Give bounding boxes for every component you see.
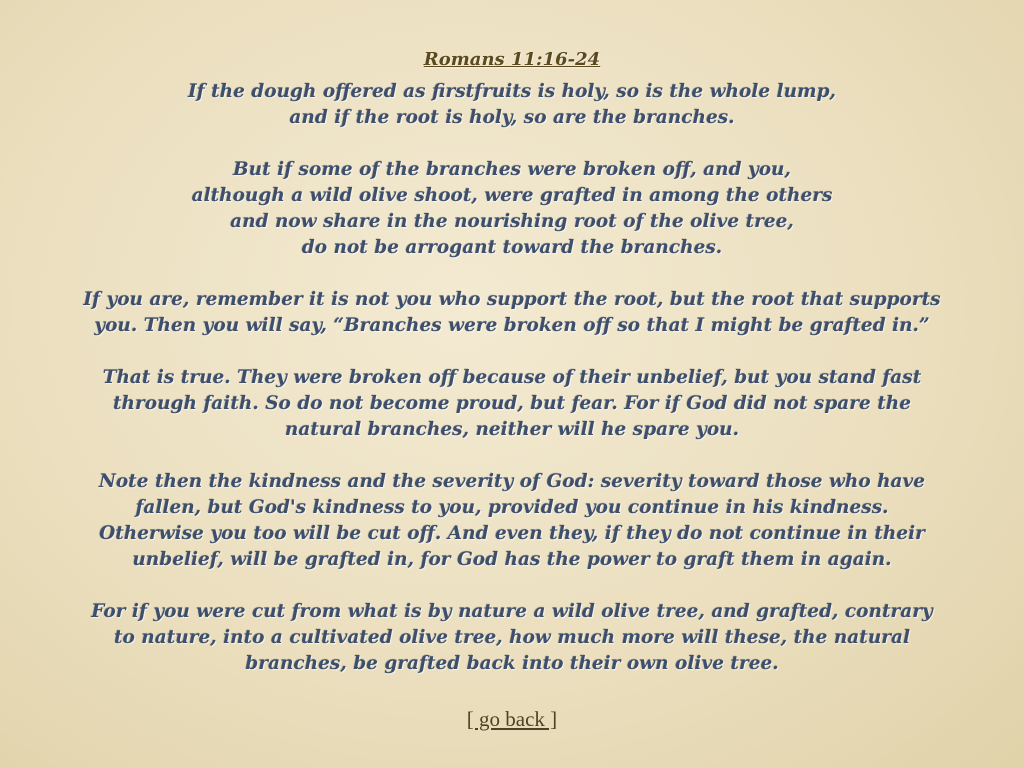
verse-line: unbelief, will be grafted in, for God has the power to graft them in again. <box>132 549 892 570</box>
go-back-link[interactable]: [ go back ] <box>466 707 558 731</box>
verse-line: Note then the kindness and the severity of God: severity toward those who have <box>98 471 926 492</box>
passage-text <box>12 79 1012 703</box>
verse-line: although a wild olive shoot, were grafted in among the others <box>191 185 833 206</box>
verse-line: That is true. They were broken off because of their unbelief, but you stand fast <box>102 367 922 388</box>
verse-line: For if you were cut from what is by nature a wild olive tree, and grafted, contrary <box>91 601 933 622</box>
verse-line: natural branches, neither will he spare you. <box>284 419 740 440</box>
verse-line: fallen, but God's kindness to you, provided you continue in his kindness. <box>135 497 889 518</box>
paragraph-6 <box>12 599 1012 677</box>
paragraph-4 <box>12 365 1012 443</box>
paragraph-1 <box>12 79 1012 131</box>
verse-line: and now share in the nourishing root of the olive tree, <box>230 211 794 232</box>
passage-title: Romans 11:16-24 <box>423 49 601 70</box>
verse-line: to nature, into a cultivated olive tree, how much more will these, the natural <box>113 627 911 648</box>
verse-line: and if the root is holy, so are the branches. <box>289 107 735 128</box>
verse-line: through faith. So do not become proud, but fear. For if God did not spare the <box>112 393 911 414</box>
verse-line: But if some of the branches were broken off, and you, <box>233 159 791 180</box>
verse-line: branches, be grafted back into their own olive tree. <box>245 653 779 674</box>
verse-line: you. Then you will say, “Branches were broken off so that I might be grafted in.” <box>94 315 930 336</box>
verse-line: If the dough offered as firstfruits is holy, so is the whole lump, <box>188 81 836 102</box>
verse-line: If you are, remember it is not you who support the root, but the root that supports <box>83 289 941 310</box>
paragraph-5 <box>12 469 1012 573</box>
verse-line: do not be arrogant toward the branches. <box>301 237 723 258</box>
verse-line: Otherwise you too will be cut off. And even they, if they do not continue in their <box>99 523 925 544</box>
paragraph-2 <box>12 157 1012 261</box>
paragraph-3 <box>12 287 1012 339</box>
